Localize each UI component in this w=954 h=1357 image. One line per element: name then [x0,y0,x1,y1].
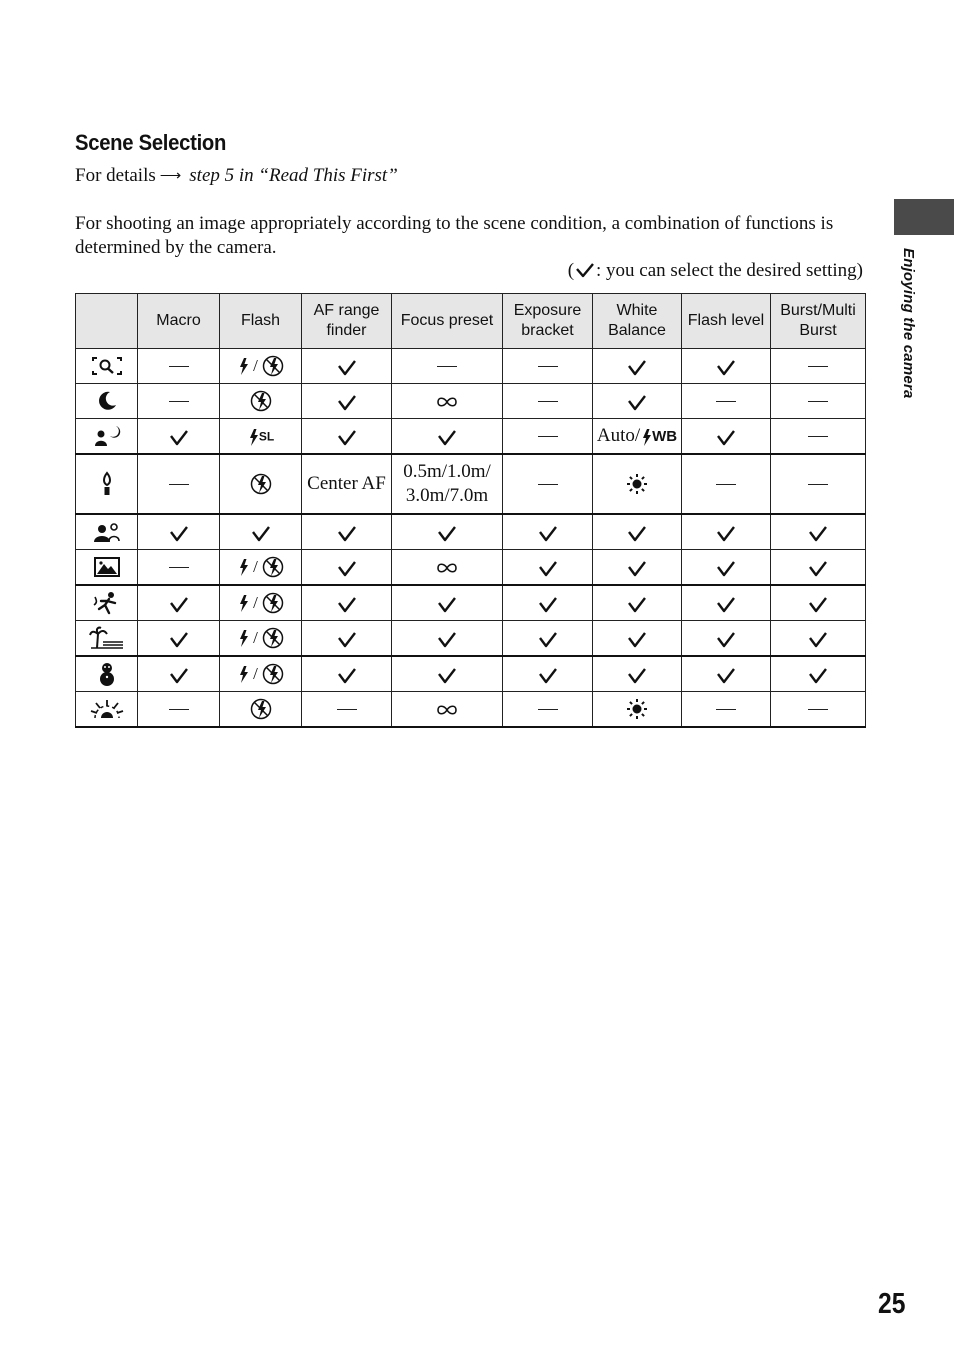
cell-infinity [392,384,503,419]
cell-not-available [138,550,220,586]
scene-cell [76,585,138,621]
check-icon [336,630,358,648]
table-row [76,454,866,514]
header-scene [76,294,138,349]
cell-flash-off [220,454,302,514]
cell-selectable [682,349,771,384]
cell-slow-sync [220,419,302,455]
cell-selectable [682,419,771,455]
cell-center-af: Center AF [302,454,392,514]
check-icon [537,559,559,577]
header-white-balance: White Balance [593,294,682,349]
dash-icon [808,366,828,367]
cell-focus-values [392,454,503,514]
check-icon [336,559,358,577]
check-icon [715,559,737,577]
check-icon [715,666,737,684]
table-row [76,384,866,419]
cell-selectable [682,514,771,550]
dash-icon [169,567,189,568]
dash-icon [716,709,736,710]
sidebar-chapter-label: Enjoying the camera [900,248,917,399]
header-burst-multi-burst: Burst/Multi Burst [771,294,866,349]
check-icon [436,630,458,648]
check-icon [336,524,358,542]
cell-daylight [593,692,682,728]
check-icon [336,666,358,684]
check-icon [168,595,190,613]
table-header-row [76,294,866,349]
cell-selectable [392,585,503,621]
table-row [76,514,866,550]
focus-line-1: 0.5m/1.0m/ [403,461,491,482]
check-icon [336,595,358,613]
flash-separator: / [248,355,263,375]
focus-line-2: 3.0m/7.0m [405,485,489,506]
dash-icon [169,484,189,485]
cell-selectable [302,384,392,419]
check-icon [336,428,358,446]
cell-not-available [138,349,220,384]
check-icon [807,630,829,648]
flash-off-icon [262,556,284,578]
infinity-icon [435,395,459,409]
check-icon [168,428,190,446]
dash-icon [169,709,189,710]
cell-not-available [771,419,866,455]
dash-icon [716,401,736,402]
cell-selectable [392,419,503,455]
check-icon [715,524,737,542]
scene-cell [76,656,138,692]
check-icon [537,630,559,648]
dash-icon [808,484,828,485]
legend [568,260,863,282]
cell-not-available [682,454,771,514]
cell-selectable [593,514,682,550]
check-icon [715,358,737,376]
cell-not-available [138,692,220,728]
wb-auto-label: Auto/ [596,425,641,446]
cell-selectable [593,585,682,621]
legend-text: : you can select the desired setting) [596,260,863,281]
cell-not-available [503,384,593,419]
flash-icon [237,593,249,613]
daylight-sun-icon [625,697,649,721]
cell-selectable [138,585,220,621]
header-exposure-bracket: Exposure bracket [503,294,593,349]
wb-label: WB [652,428,678,446]
cell-not-available [771,692,866,728]
snow-icon [96,661,118,687]
cell-selectable [771,550,866,586]
cell-selectable [771,621,866,657]
cell-selectable [302,656,392,692]
section-description: For shooting an image appropriately according to the scene condition, a combination of functions is determined by the camera. [75,213,834,258]
check-icon [336,358,358,376]
cell-daylight [593,454,682,514]
check-icon [626,358,648,376]
check-icon [336,393,358,411]
fireworks-icon [89,698,125,720]
cell-not-available [771,349,866,384]
table-row [76,656,866,692]
cell-infinity [392,550,503,586]
sports-icon [91,591,123,615]
check-icon [807,559,829,577]
flash-separator: / [248,592,263,612]
flash-separator: / [248,663,263,683]
cell-selectable [593,349,682,384]
check-icon [537,666,559,684]
cell-selectable [220,514,302,550]
dash-icon [538,366,558,367]
page-number: 25 [878,1288,906,1320]
check-icon [626,666,648,684]
cell-selectable [138,656,220,692]
header-flash: Flash [220,294,302,349]
details-link-text[interactable]: step 5 in “Read This First” [189,165,398,186]
header-macro: Macro [138,294,220,349]
table-row [76,585,866,621]
flash-separator: / [248,556,263,576]
daylight-sun-icon [625,472,649,496]
cell-not-available [771,384,866,419]
cell-flash-options [220,656,302,692]
cell-not-available [682,692,771,728]
check-icon [436,428,458,446]
dash-icon [716,484,736,485]
check-icon [807,595,829,613]
cell-not-available [302,692,392,728]
header-focus-preset: Focus preset [392,294,503,349]
table-row [76,550,866,586]
cell-not-available [682,384,771,419]
dash-icon [169,401,189,402]
cell-selectable [593,384,682,419]
cell-flash-options [220,585,302,621]
cell-selectable [682,550,771,586]
candle-icon [99,471,115,497]
cell-selectable [593,550,682,586]
cell-selectable [302,349,392,384]
flash-off-icon [262,627,284,649]
flash-icon [237,356,249,376]
cell-flash-options [220,550,302,586]
scene-cell [76,454,138,514]
cell-not-available [138,384,220,419]
portrait-icon [92,521,122,543]
cell-flash-options [220,349,302,384]
cell-wb-auto-flash [593,419,682,455]
flash-off-icon [250,473,272,495]
dash-icon [437,366,457,367]
flash-icon [247,427,259,447]
flash-off-icon [250,390,272,412]
scene-cell [76,621,138,657]
cell-selectable [682,621,771,657]
cell-flash-off [220,384,302,419]
cell-selectable [392,656,503,692]
check-icon [626,524,648,542]
header-af-range-finder: AF range finder [302,294,392,349]
cell-selectable [503,585,593,621]
infinity-icon [435,703,459,717]
cell-selectable [682,585,771,621]
dash-icon [538,484,558,485]
flash-icon [640,427,652,447]
details-reference [75,165,398,187]
header-flash-level: Flash level [682,294,771,349]
check-icon [537,595,559,613]
cell-infinity [392,692,503,728]
cell-not-available [503,419,593,455]
scene-cell [76,349,138,384]
dash-icon [538,709,558,710]
flash-off-icon [262,663,284,685]
dash-icon [538,401,558,402]
flash-separator: / [248,627,263,647]
check-icon [168,524,190,542]
scene-cell [76,419,138,455]
cell-selectable [503,514,593,550]
cell-selectable [302,585,392,621]
check-icon [807,524,829,542]
check-icon [626,393,648,411]
high-sensitivity-icon [90,355,124,377]
slow-sync-label: SL [258,429,275,444]
cell-not-available [138,454,220,514]
flash-off-icon [262,355,284,377]
dash-icon [337,709,357,710]
dash-icon [169,366,189,367]
arrow-right-icon: ⟶ [159,168,182,184]
cell-selectable [593,656,682,692]
flash-icon [237,628,249,648]
check-icon [626,630,648,648]
dash-icon [538,436,558,437]
cell-selectable [503,656,593,692]
check-icon [626,595,648,613]
check-icon [168,666,190,684]
cell-selectable [771,585,866,621]
scene-cell [76,384,138,419]
table-row [76,419,866,455]
flash-icon [237,664,249,684]
twilight-icon [96,390,118,412]
cell-selectable [302,550,392,586]
cell-flash-options [220,621,302,657]
check-icon [250,524,272,542]
section-title: Scene Selection [75,130,227,155]
cell-selectable [682,656,771,692]
check-icon [537,524,559,542]
cell-selectable [593,621,682,657]
check-icon [626,559,648,577]
cell-selectable [302,419,392,455]
cell-selectable [392,514,503,550]
cell-selectable [503,550,593,586]
table-row [76,692,866,728]
check-icon [168,630,190,648]
flash-icon [237,557,249,577]
cell-selectable [392,621,503,657]
cell-not-available [503,349,593,384]
cell-not-available [503,692,593,728]
dash-icon [808,401,828,402]
dash-icon [808,709,828,710]
beach-icon [89,626,125,650]
scene-cell [76,692,138,728]
table-row [76,621,866,657]
legend-open: ( [567,260,575,281]
cell-not-available [503,454,593,514]
section-tab-marker [894,199,954,235]
cell-selectable [302,621,392,657]
dash-icon [808,436,828,437]
cell-not-available [771,454,866,514]
check-icon [715,428,737,446]
cell-flash-off [220,692,302,728]
flash-off-icon [262,592,284,614]
table-row [76,349,866,384]
cell-not-available [392,349,503,384]
scene-cell [76,514,138,550]
flash-off-icon [250,698,272,720]
cell-selectable [771,656,866,692]
check-icon [807,666,829,684]
check-icon [574,262,596,278]
cell-selectable [138,419,220,455]
cell-selectable [138,621,220,657]
cell-selectable [771,514,866,550]
cell-selectable [138,514,220,550]
check-icon [436,595,458,613]
details-prefix: For details [75,165,156,186]
check-icon [436,524,458,542]
twilight-portrait-icon [92,424,122,448]
cell-selectable [503,621,593,657]
infinity-icon [435,561,459,575]
landscape-icon [93,556,121,578]
check-icon [436,666,458,684]
scene-selection-table [75,293,866,728]
check-icon [715,595,737,613]
scene-cell [76,550,138,586]
check-icon [715,630,737,648]
cell-selectable [302,514,392,550]
